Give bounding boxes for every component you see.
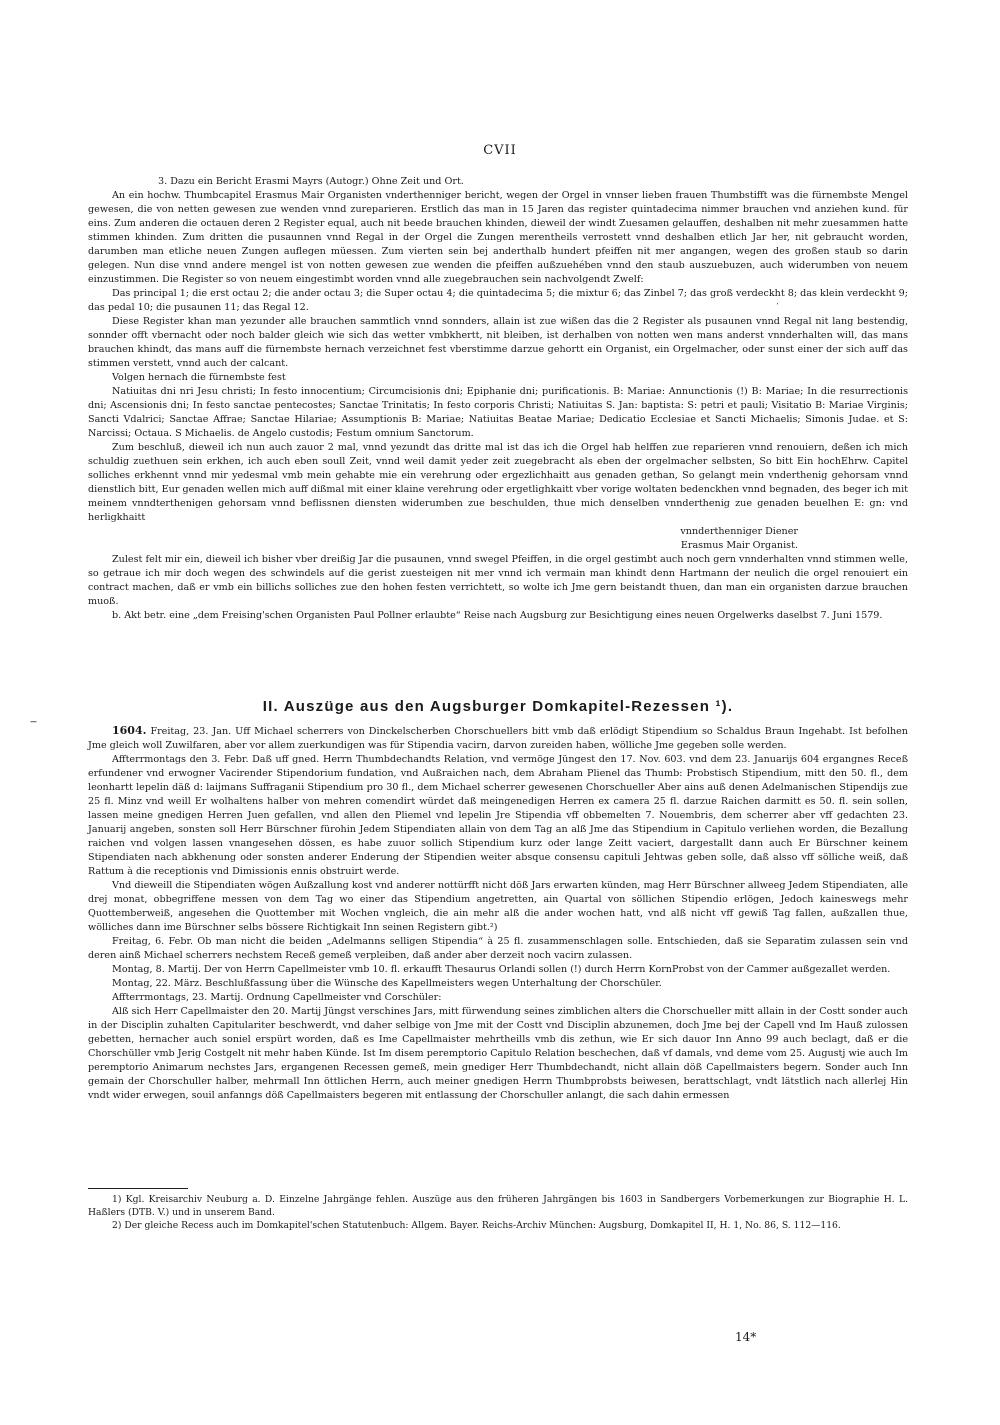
entry-paragraph	[88, 724, 908, 753]
year-label: 1604.	[112, 724, 147, 737]
page-number: CVII	[483, 143, 517, 158]
footnote: 2) Der gleiche Recess auch im Domkapitel'schen Statutenbuch: Allgem. Bayer. Reichs-Archiv München: Augsburg, Domkapitel II, H. 1, No. 86, S. 112—116.	[112, 1220, 841, 1231]
signature-line: vnnderthenniger Diener	[680, 526, 798, 537]
entry-paragraph: Affterrmontags den 3. Febr. Daß uff gned. Herrn Thumbdechandts Relation, vnd vermöge Jüngest den 17. Nov. 603. vnd dem 23. Januarijs 604 ergangnes Receß erfundener vnd erwogner Vacirender Stipendorium fundation, vnd Außraichen nach, dem Abraham Plienel das Thumb: Probstisch Stipendium, mitt den 50. fl., dem leonhartt lepelin däß d: laijmans Suffraganii Stipendium pro 30 fl., dem Michael scherrer gewesenen Chorschueller Aber ains auß denen Adelmanischen Stipendijs zue 25 fl. Minz vnd weill Er wolhaltens halber von mehren comendirt würdet daß meingenedigen Herren ex camera 25 fl. darzue Raichen darmitt es 50. fl. sein sollen, lassen meine gnedigen Herren Juen gefallen, vnd allen den Pliemel vnd lepelin Jre Stipendia vff obbemelten 7. Nouembris, dem scherrer aber vff gedachten 23. Januarij angeben, sonsten soll Herr Bürschner fürohin Jedem Stipendiaten allain von dem Tag an alß Jme das Stipendium in Capitulo verliehen worden, die Bezallung raichen vnd volgen lassen vnangesehen dössen, es habe zuuor sollich Stipendium kurz oder lange Zeitt vaciert, dargestallt dann auch Er Bürschner keinem Stipendiaten nach abkhenung oder sonsten anderer Enderung der Stipendien weiter absque consensu capituli Jehtwas geben solle, daß alsso vff sölliche weiß, daß Rattum à die receptionis vnd Dimissionis ennis obstruirt werde.	[88, 754, 908, 877]
entry-text: Freitag, 23. Jan. Uff Michael scherrers von Dinckelscherben Chorschuellers bitt vmb daß erlödigt Stipendium so Schaldus Braun Ingehabt. Ist befolhen Jme gleich woll Zuwilfaren, aber vor allem zuerkundigen was für Stipendia vacirn, darvon zureiden haben, wölliche Jme gegeben solle werden.	[88, 726, 908, 751]
item-heading: 3. Dazu ein Bericht Erasmi Mayrs (Autogr.) Ohne Zeit und Ort.	[158, 176, 464, 187]
paragraph: An ein hochw. Thumbcapitel Erasmus Mair Organisten vnderthenniger bericht, wegen der Orgel in vnnser lieben frauen Thumbstifft was die fürnembste Mengel gewesen, die von netten gewesen zue wenden vnnd zureparieren. Erstlich das man in 15 Jaren das register quintadecima nimmer brauchen vnd anziehen kund. für eins. Zum anderen die octauen deren 2 Register equal, auch nit beede brauchen khinden, dieweil der windt Zuesamen gelauffen, deshalben nit mehr zuesammen hatte stimmen khinden. Zum dritten die pusaunnen vnnd Regal in der Orgel die Zungen merentheils verrostett vnnd deshalben etlich Jar her, nit gebraucht worden, darumben man etliche neuen Zungen auflegen müessen. Zum vierten sein bej anderthalb hundert pfeiffen nit mer angangen, wegen des großen staub so darin gelegen. Nun dise vnnd andere mengel ist von notten gewesen zue wenden die pfeiffen außzuehében vnnd den staub auszuebuzen, auch widerumben von neuem einzustimmen. Die Register so von neuem eingestimbt worden vnnd alle zuegebrauchen sein nachvolgendt Zwelf:	[88, 190, 908, 285]
paragraph: Zum beschluß, dieweil ich nun auch zauor 2 mal, vnnd yezundt das dritte mal ist das ich die Orgel hab helffen zue reparieren vnnd renouiern, deßen ich mich schuldig zuethuen sein erkhen, ich auch eben soull Zeit, vnnd weil damit yeder zeit zuegebracht als eben der orgelmacher selbsten, So bitt Ein hochEhrw. Capitel solliches erkhennt vnnd mir yedesmal vmb mein gehabte mie ein verehrung oder ergezlichhaitt aus genaden gethan, So gelangt mein vnderthenig gehorsam vnnd dienstlich bitt, Eur genaden wellen mich auff dißmal mit einer klaine verehrung oder ergetlighkaitt vber vorige woltaten bedenckhen vnnd begnaden, des beger ich mit meinem vnndterthenigen gehorsam vnnd beflissnen diensten widerumben zue beschulden, thue mich denselben vnnderthenig zue genaden beuelhen E: gn: vnd herligkhaitt	[88, 442, 908, 523]
footnote: 1) Kgl. Kreisarchiv Neuburg a. D. Einzelne Jahrgänge fehlen. Auszüge aus den früheren Jahrgängen bis 1603 in Sandbergers Vorbemerkungen zur Biographie H. L. Haßlers (DTB. V.) und in unserem Band.	[88, 1194, 908, 1218]
entry-paragraph: Montag, 8. Martij. Der von Herrn Capellmeister vmb 10. fl. erkaufft Thesaurus Orlandi sollen (!) durch Herrn KornProbst von der Cammer außgezallet werden.	[112, 964, 891, 975]
section-erasmus-bericht	[88, 175, 908, 623]
paragraph: b. Akt betr. eine „dem Freising'schen Organisten Paul Pollner erlaubte“ Reise nach Augsburg zur Besichtigung eines neuen Orgelwerks daselbst 7. Juni 1579.	[112, 610, 883, 621]
margin-mark: ‒	[30, 715, 37, 728]
entry-paragraph: Freitag, 6. Febr. Ob man nicht die beiden „Adelmanns selligen Stipendia“ à 25 fl. zusammenschlagen solle. Entschieden, daß sie Separatim zulassen sein vnd deren ainß Michael scherrers nechstem Receß gemeß verpleiben, daß ander aber derzeit noch vacirn zulassen.	[88, 936, 908, 961]
footnotes	[88, 1188, 908, 1232]
paragraph: Das principal 1; die erst octau 2; die ander octau 3; die Super octau 4; die quintadecima 5; die mixtur 6; das Zinbel 7; das groß verdeckht 8; das klein verdeckht 9; das pedal 10; die pusaunen 11; das Regal 12.	[88, 288, 908, 313]
entry-paragraph: Alß sich Herr Capellmaister den 20. Martij Jüngst verschines Jars, mitt fürwendung seines zimblichen alters die Chorschueller mitt allain in der Costt sonder auch in der Disciplin zuhalten Capitulariter beschwerdt, vnd daher selbige von Jme mit der Costt vnd Disciplin abzunemen, doch Jme bej der Capell vnd Im Hauß zulossen gebetten, hernacher auch soniel erspürt worden, daß es Ime Capellmaister mehrtheills vmb dis zethun, wie Er sich dauor Inn Anno 99 auch beclagt, daß er die Chorschüller vmb Jerig Costgelt nit mehr haben Künde. Ist Im disem peremptorio Capitulo Relation beschechen, daß vf damals, vnd deme vom 25. Augustj wie auch Im peremptorio Animarum nechstes Jars, ergangenen Recessen gemeß, mein gnediger Herr Thumbdechandt, nicht allain döß Capellmaisters begern. Sonder auch Inn gemain der Chorschuller halber, mehrmall Inn öttlichen Herrn, auch meiner gnedigen Herrn Thumbprobsts beiwesen, berattschlagt, vndt lätstlich nach allerlej Hin vndt wider erwegen, souil anfanngs döß Capellmaisters begeren mit entlassung der Chorschuller anlangt, die sach dahin ermessen	[88, 1006, 908, 1101]
margin-mark: ‧	[776, 300, 779, 310]
entry-paragraph: Montag, 22. März. Beschlußfassung über die Wünsche des Kapellmeisters wegen Unterhaltung der Chorschüler.	[112, 978, 662, 989]
signature-mark: 14*	[735, 1330, 757, 1344]
entry-paragraph: Vnd dieweill die Stipendiaten wögen Außzallung kost vnd anderer nottürfft nicht döß Jars erwarten künden, mag Herr Bürschner allweeg Jedem Stipendiaten, alle drej monat, obbegriffene messen von dem Tag wo einer das Stipendium angetretten, ain Quartal von söllichen Stipendio erlögen, Jedoch kaineswegs mehr Quottemberweiß, angesehen die Quottember mit Wochen vngleich, die ain mehr alß die ander wochen hatt, vnd alß nicht vff gewiß Tag fallen, außzallen thue, wölliches dann ime Bürschner selbs bössere Richtigkait Inn seinen Registern gibt.²)	[88, 880, 908, 933]
paragraph: Zulest felt mir ein, dieweil ich bisher vber dreißig Jar die pusaunen, vnnd swegel Pfeiffen, in die orgel gestimbt auch noch gern vnnderhalten vnnd stimmen welle, so getraue ich mir doch wegen des schwindels auf die gerist zuesteigen nit mer vnnd ich vermain man khindt denn Hartmann der neulich die orgel renouiert ein contract machen, daß er vmb ein billichs solliches zue den hohen festen verrichtett, so wolte ich Jme gern beistandt thuen, dan man ein organisten darzue brauchen muoß.	[88, 554, 908, 607]
paragraph: Volgen hernach die fürnembste fest	[112, 372, 286, 383]
signature-line: Erasmus Mair Organist.	[680, 540, 798, 551]
paragraph: Natiuitas dni nri Jesu christi; In festo innocentium; Circumcisionis dni; Epiphanie dni; purificationis. B: Mariae: Annunctionis (!) B: Mariae; In die resurrectionis dni; Ascensionis dni; In festo sanctae pentecostes; Sanctae Trinitatis; In festo corporis Christi; Natiuitas S. Jan: baptista: S: petri et pauli; Visitatio B: Mariae Virginis; Sancti Vdalrici; Sanctae Affrae; Sanctae Hilariae; Assumptionis B: Mariae; Natiuitas Beatae Mariae; Dedicatio Ecclesiae et Sancti Michaelis; Simonis Judae. et S: Narcissi; Octaua. S Michaelis. de Angelo custodis; Festum omnium Sanctorum.	[88, 386, 908, 439]
section-title: II. Auszüge aus den Augsburger Domkapitel-Rezessen ¹).	[262, 698, 734, 715]
section-augsburger-rezesse	[88, 698, 908, 1103]
entry-paragraph: Affterrmontags, 23. Martij. Ordnung Capellmeister vnd Corschüler:	[112, 992, 442, 1003]
paragraph: Diese Register khan man yezunder alle brauchen sammtlich vnnd sonnders, allain ist zue wißen das die 2 Register als pusaunen vnnd Regal nit lang bestendig, sonnder offt vbernacht oder noch balder gleich wie sich das wetter vmbkhertt, nit bleiben, ist derhalben von notten wen mans anderst vnnderhalten will, das mans brauchen khindt, das mans auff die fürnembste hernach verzeichnet fest vberstimme darzue gehortt ein Organist, ein Orgelmacher, oder sunst einer der sich auff das stimmen verstett, vnnd auch der calcant.	[88, 316, 908, 369]
footnote-rule	[88, 1188, 188, 1189]
